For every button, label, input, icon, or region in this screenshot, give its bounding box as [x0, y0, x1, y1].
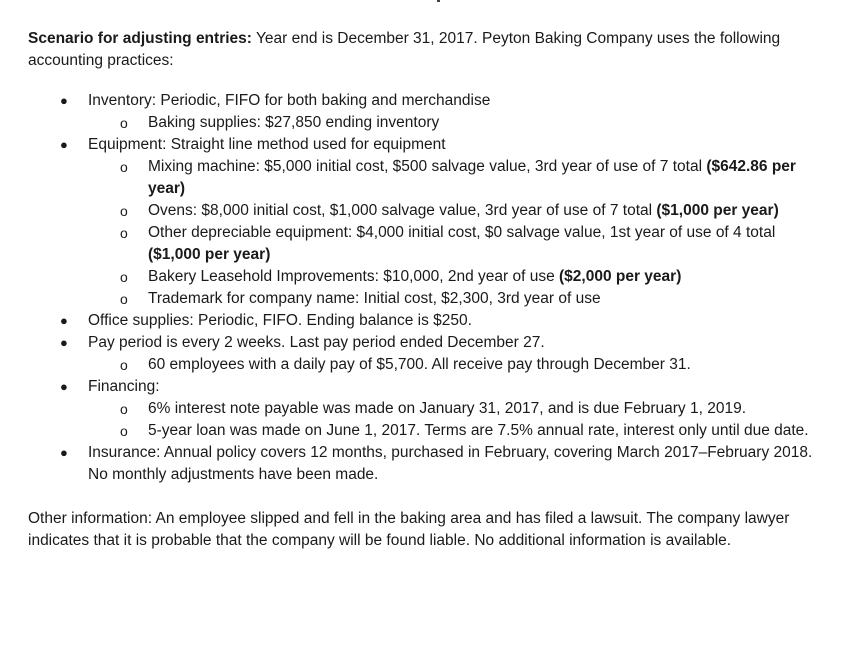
list-item-text: Inventory: Periodic, FIFO for both baking and merchandise — [88, 92, 491, 109]
sub-list — [88, 398, 828, 442]
sub-item-amount: ($2,000 per year) — [559, 268, 682, 285]
sub-bullet-icon: o — [120, 225, 128, 241]
sub-list — [88, 156, 828, 310]
sub-item-text: 6% interest note payable was made on January 31, 2017, and is due February 1, 2019. — [148, 400, 746, 417]
list-item-text: Pay period is every 2 weeks. Last pay period ended December 27. — [88, 334, 545, 351]
list-item-text: Equipment: Straight line method used for equipment — [88, 136, 446, 153]
sub-list — [88, 112, 828, 134]
sub-item-amount: ($642.86 per year) — [148, 158, 796, 197]
page-top-mark — [437, 0, 440, 2]
sub-item-trademark — [88, 288, 828, 310]
bullet-icon: ● — [60, 379, 68, 394]
list-item-equipment — [28, 134, 828, 310]
sub-item-employees — [88, 354, 828, 376]
sub-bullet-icon: o — [120, 159, 128, 175]
sub-item-text: Ovens: $8,000 initial cost, $1,000 salvage value, 3rd year of use of 7 total — [148, 202, 657, 219]
list-item-financing — [28, 376, 828, 442]
sub-item-leasehold — [88, 266, 828, 288]
sub-item-text: Trademark for company name: Initial cost, $2,300, 3rd year of use — [148, 290, 601, 307]
sub-list — [88, 354, 828, 376]
sub-item-amount: ($1,000 per year) — [148, 246, 271, 263]
sub-item-text: Bakery Leasehold Improvements: $10,000, 2nd year of use — [148, 268, 559, 285]
scenario-label: Scenario for adjusting entries: — [28, 30, 252, 47]
sub-bullet-icon: o — [120, 357, 128, 373]
sub-item-baking-supplies — [88, 112, 828, 134]
sub-item-mixing-machine — [88, 156, 828, 200]
sub-item-amount: ($1,000 per year) — [656, 202, 779, 219]
sub-item-text: 60 employees with a daily pay of $5,700. All receive pay through December 31. — [148, 356, 691, 373]
other-information: Other information: An employee slipped and fell in the baking area and has filed a lawsuit. The company lawyer indicates that it is probable that the company will be found liable. No additional information is available. — [28, 510, 790, 549]
list-item-pay-period — [28, 332, 828, 376]
list-item-office-supplies — [28, 310, 828, 332]
bullet-icon: ● — [60, 313, 68, 328]
list-item-text: Financing: — [88, 378, 160, 395]
list-item-text: Office supplies: Periodic, FIFO. Ending balance is $250. — [88, 312, 472, 329]
practices-list — [28, 90, 828, 486]
sub-bullet-icon: o — [120, 423, 128, 439]
sub-bullet-icon: o — [120, 291, 128, 307]
list-item-inventory — [28, 90, 828, 134]
scenario-intro — [28, 28, 828, 72]
list-item-insurance — [28, 442, 828, 486]
list-item-text: Insurance: Annual policy covers 12 months, purchased in February, covering March 2017–February 2018. No monthly adjustments have been made. — [88, 444, 813, 483]
sub-item-text: Other depreciable equipment: $4,000 initial cost, $0 salvage value, 1st year of use of 4 total — [148, 224, 776, 241]
bullet-icon: ● — [60, 137, 68, 152]
sub-bullet-icon: o — [120, 203, 128, 219]
bullet-icon: ● — [60, 93, 68, 108]
scenario-text: Year end is December 31, 2017. Peyton Baking Company uses the following accounting practices: — [28, 30, 781, 69]
sub-item-text: Baking supplies: $27,850 ending inventory — [148, 114, 440, 131]
sub-item-text: Mixing machine: $5,000 initial cost, $500 salvage value, 3rd year of use of 7 total — [148, 158, 707, 175]
document-body — [28, 28, 828, 552]
sub-item-text: 5-year loan was made on June 1, 2017. Terms are 7.5% annual rate, interest only until due date. — [148, 422, 809, 439]
bullet-icon: ● — [60, 445, 68, 460]
sub-bullet-icon: o — [120, 269, 128, 285]
sub-bullet-icon: o — [120, 401, 128, 417]
sub-item-ovens — [88, 200, 828, 222]
sub-item-loan — [88, 420, 828, 442]
bullet-icon: ● — [60, 335, 68, 350]
sub-item-other-equipment — [88, 222, 828, 266]
sub-item-note-payable — [88, 398, 828, 420]
sub-bullet-icon: o — [120, 115, 128, 131]
